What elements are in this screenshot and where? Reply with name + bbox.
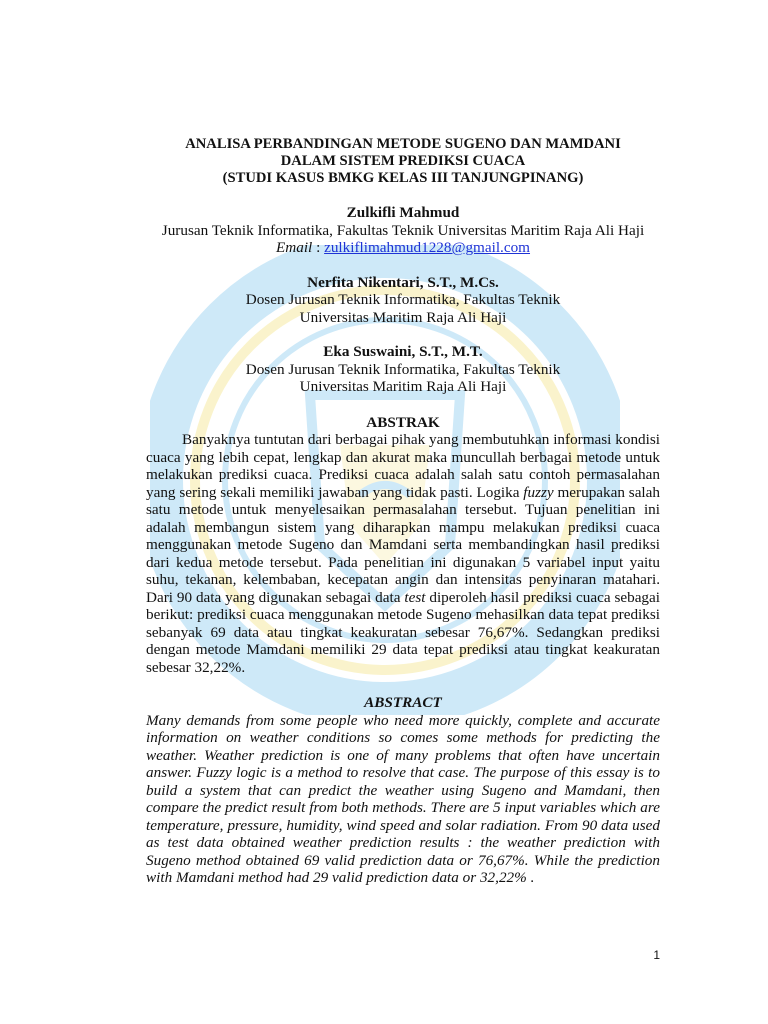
title-line: ANALISA PERBANDINGAN METODE SUGENO DAN MAMDANI: [185, 136, 621, 152]
paper-title: [146, 136, 660, 187]
author-name: Nerfita Nikentari, S.T., M.Cs.: [307, 273, 499, 291]
author-affiliation: Universitas Maritim Raja Ali Haji: [299, 308, 507, 326]
page-number: 1: [653, 948, 660, 962]
author-block-3: [146, 343, 660, 396]
abstrak-term-test: test: [404, 588, 426, 606]
abstract-heading: ABSTRACT: [364, 694, 442, 711]
title-line: DALAM SISTEM PREDIKSI CUACA: [280, 153, 526, 169]
abstrak-text-part: merupakan salah satu metode untuk menyelesaikan permasalahan tersebut. Tujuan penelitian ini adalah membangun sistem yang diharapkan mampu melakukan prediksi cuaca menggunakan metode Sugeno dan Mamdani serta membandingkan hasil prediksi dari kedua metode tersebut. Pada penelitian ini digunakan 5 variabel input yaitu suhu, tekanan, kelembaban, kecepatan angin dan intensitas penyinaran matahari. Dari 90 data yang digunakan sebagai data: [146, 483, 660, 606]
abstrak-text-part: Banyaknya tuntutan dari berbagai pihak yang membutuhkan informasi kondisi cuaca yang lebih cepat, lengkap dan akurat maka muncullah berbagai metode untuk melakukan prediksi cuaca. Prediksi cuaca adalah salah satu contoh permasalahan yang sering sekali memiliki jawaban yang tidak pasti. Logika: [146, 431, 660, 501]
email-label: Email: [275, 239, 313, 256]
author-name: Zulkifli Mahmud: [346, 204, 460, 221]
author-block-1: [146, 204, 660, 257]
abstrak-body: [146, 431, 660, 676]
author-affiliation: Jurusan Teknik Informatika, Fakultas Teknik Universitas Maritim Raja Ali Haji: [161, 221, 645, 239]
author-email-line: [146, 239, 660, 257]
title-line: (STUDI KASUS BMKG KELAS III TANJUNGPINANG): [222, 170, 584, 186]
author-name: Eka Suswaini, S.T., M.T.: [323, 343, 483, 360]
abstrak-heading: ABSTRAK: [366, 413, 440, 431]
author-affiliation: Universitas Maritim Raja Ali Haji: [299, 378, 507, 395]
author-block-2: [146, 274, 660, 327]
paper-first-page: [146, 136, 660, 887]
author-affiliation: Dosen Jurusan Teknik Informatika, Fakultas Teknik: [245, 291, 561, 308]
author-email-link[interactable]: zulkiflimahmud1228@gmail.com: [324, 239, 531, 256]
abstrak-term-fuzzy: fuzzy: [523, 483, 554, 501]
abstract-body: Many demands from some people who need more quickly, complete and accurate information on weather conditions so comes some methods for predicting the weather. Weather prediction is one of many problems that often have uncertain answer. Fuzzy logic is a method to resolve that case. The purpose of this essay is to build a system that can predict the weather using Sugeno and Mamdani, then compare the predict result from both methods. There are 5 input variables which are temperature, pressure, humidity, wind speed and solar radiation. From 90 data used as test data obtained weather prediction results : the weather prediction with Sugeno method obtained 69 valid prediction data or 76,67%. While the prediction with Mamdani method had 29 valid prediction data or 32,22% .: [146, 711, 660, 886]
email-separator: :: [312, 239, 325, 256]
abstrak-text-part: diperoleh hasil prediksi cuaca sebagai berikut: prediksi cuaca menggunakan metode Sugeno mehasilkan data tepat prediksi sebanyak 69 data atau tingkat keakuratan sebesar 76,67%. Sedangkan prediksi dengan metode Mamdani memiliki 29 data tepat prediksi atau tingkat keakuratan sebesar 32,22%.: [146, 588, 660, 676]
author-affiliation: Dosen Jurusan Teknik Informatika, Fakultas Teknik: [245, 360, 561, 378]
